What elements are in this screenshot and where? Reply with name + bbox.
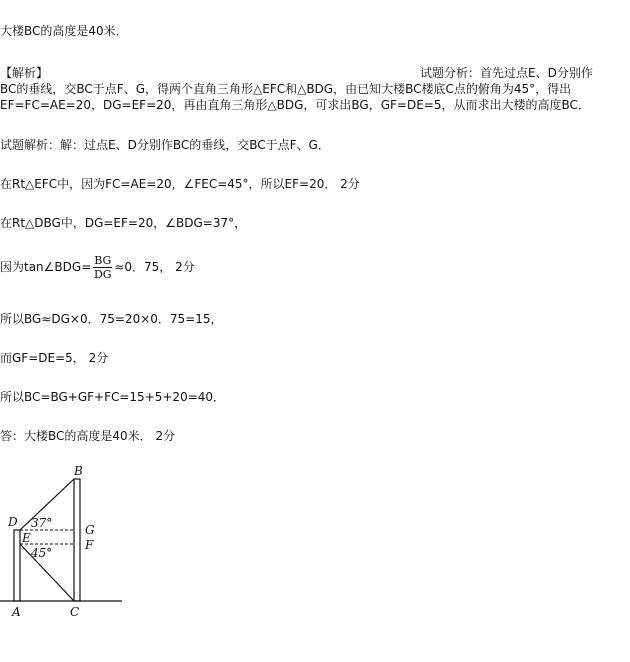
fraction-denominator: DG <box>93 268 112 281</box>
angle-37-label: 37° <box>31 516 53 530</box>
label-b: B <box>74 464 83 478</box>
label-c: C <box>70 605 80 619</box>
analysis-line-2: BC的垂线，交BC于点F、G，得两个直角三角形△EFC和△BDG，由已知大楼BC楼底C点的俯角为45°，得出 <box>0 82 572 96</box>
building-bc <box>74 479 80 601</box>
analysis-tag: 【解析】 <box>0 66 49 80</box>
solution-line-3: 在Rt△DBG中，DG=EF=20，∠BDG=37°， <box>0 216 247 230</box>
fraction-numerator: BG <box>94 254 112 267</box>
solution-line-6: 而GF=DE=5， 2分 <box>0 351 109 365</box>
fraction-bg-dg <box>93 254 112 281</box>
analysis-intro: 试题分析：首先过点E、D分别作 <box>420 66 593 80</box>
solution-line-4 <box>0 254 195 281</box>
solution-line-5: 所以BG≈DG×0．75=20×0．75=15， <box>0 312 223 326</box>
solution-line-2: 在Rt△EFC中，因为FC=AE=20，∠FEC=45°，所以EF=20． 2分 <box>0 177 360 191</box>
label-e: E <box>22 531 31 545</box>
solution-line-7: 所以BC=BG+GF+FC=15+5+20=40． <box>0 390 226 404</box>
label-g: G <box>85 523 95 537</box>
label-d: D <box>8 515 18 529</box>
label-a: A <box>12 605 21 619</box>
tan-suffix: ≈0．75， 2分 <box>114 260 195 274</box>
answer-top: 大楼BC的高度是40米． <box>0 24 128 38</box>
analysis-line-3: EF=FC=AE=20，DG=EF=20，再由直角三角形△BDG，可求出BG，GF=DE=5，从而求出大楼的高度BC． <box>0 98 590 112</box>
building-diagram <box>0 462 140 622</box>
solution-line-8: 答：大楼BC的高度是40米． 2分 <box>0 429 176 443</box>
building-ad <box>14 530 20 601</box>
angle-45-label: 45° <box>31 546 53 560</box>
tan-prefix: 因为tan∠BDG= <box>0 260 92 274</box>
solution-line-1: 试题解析：解：过点E、D分别作BC的垂线，交BC于点F、G． <box>0 138 330 152</box>
label-f: F <box>85 538 94 552</box>
